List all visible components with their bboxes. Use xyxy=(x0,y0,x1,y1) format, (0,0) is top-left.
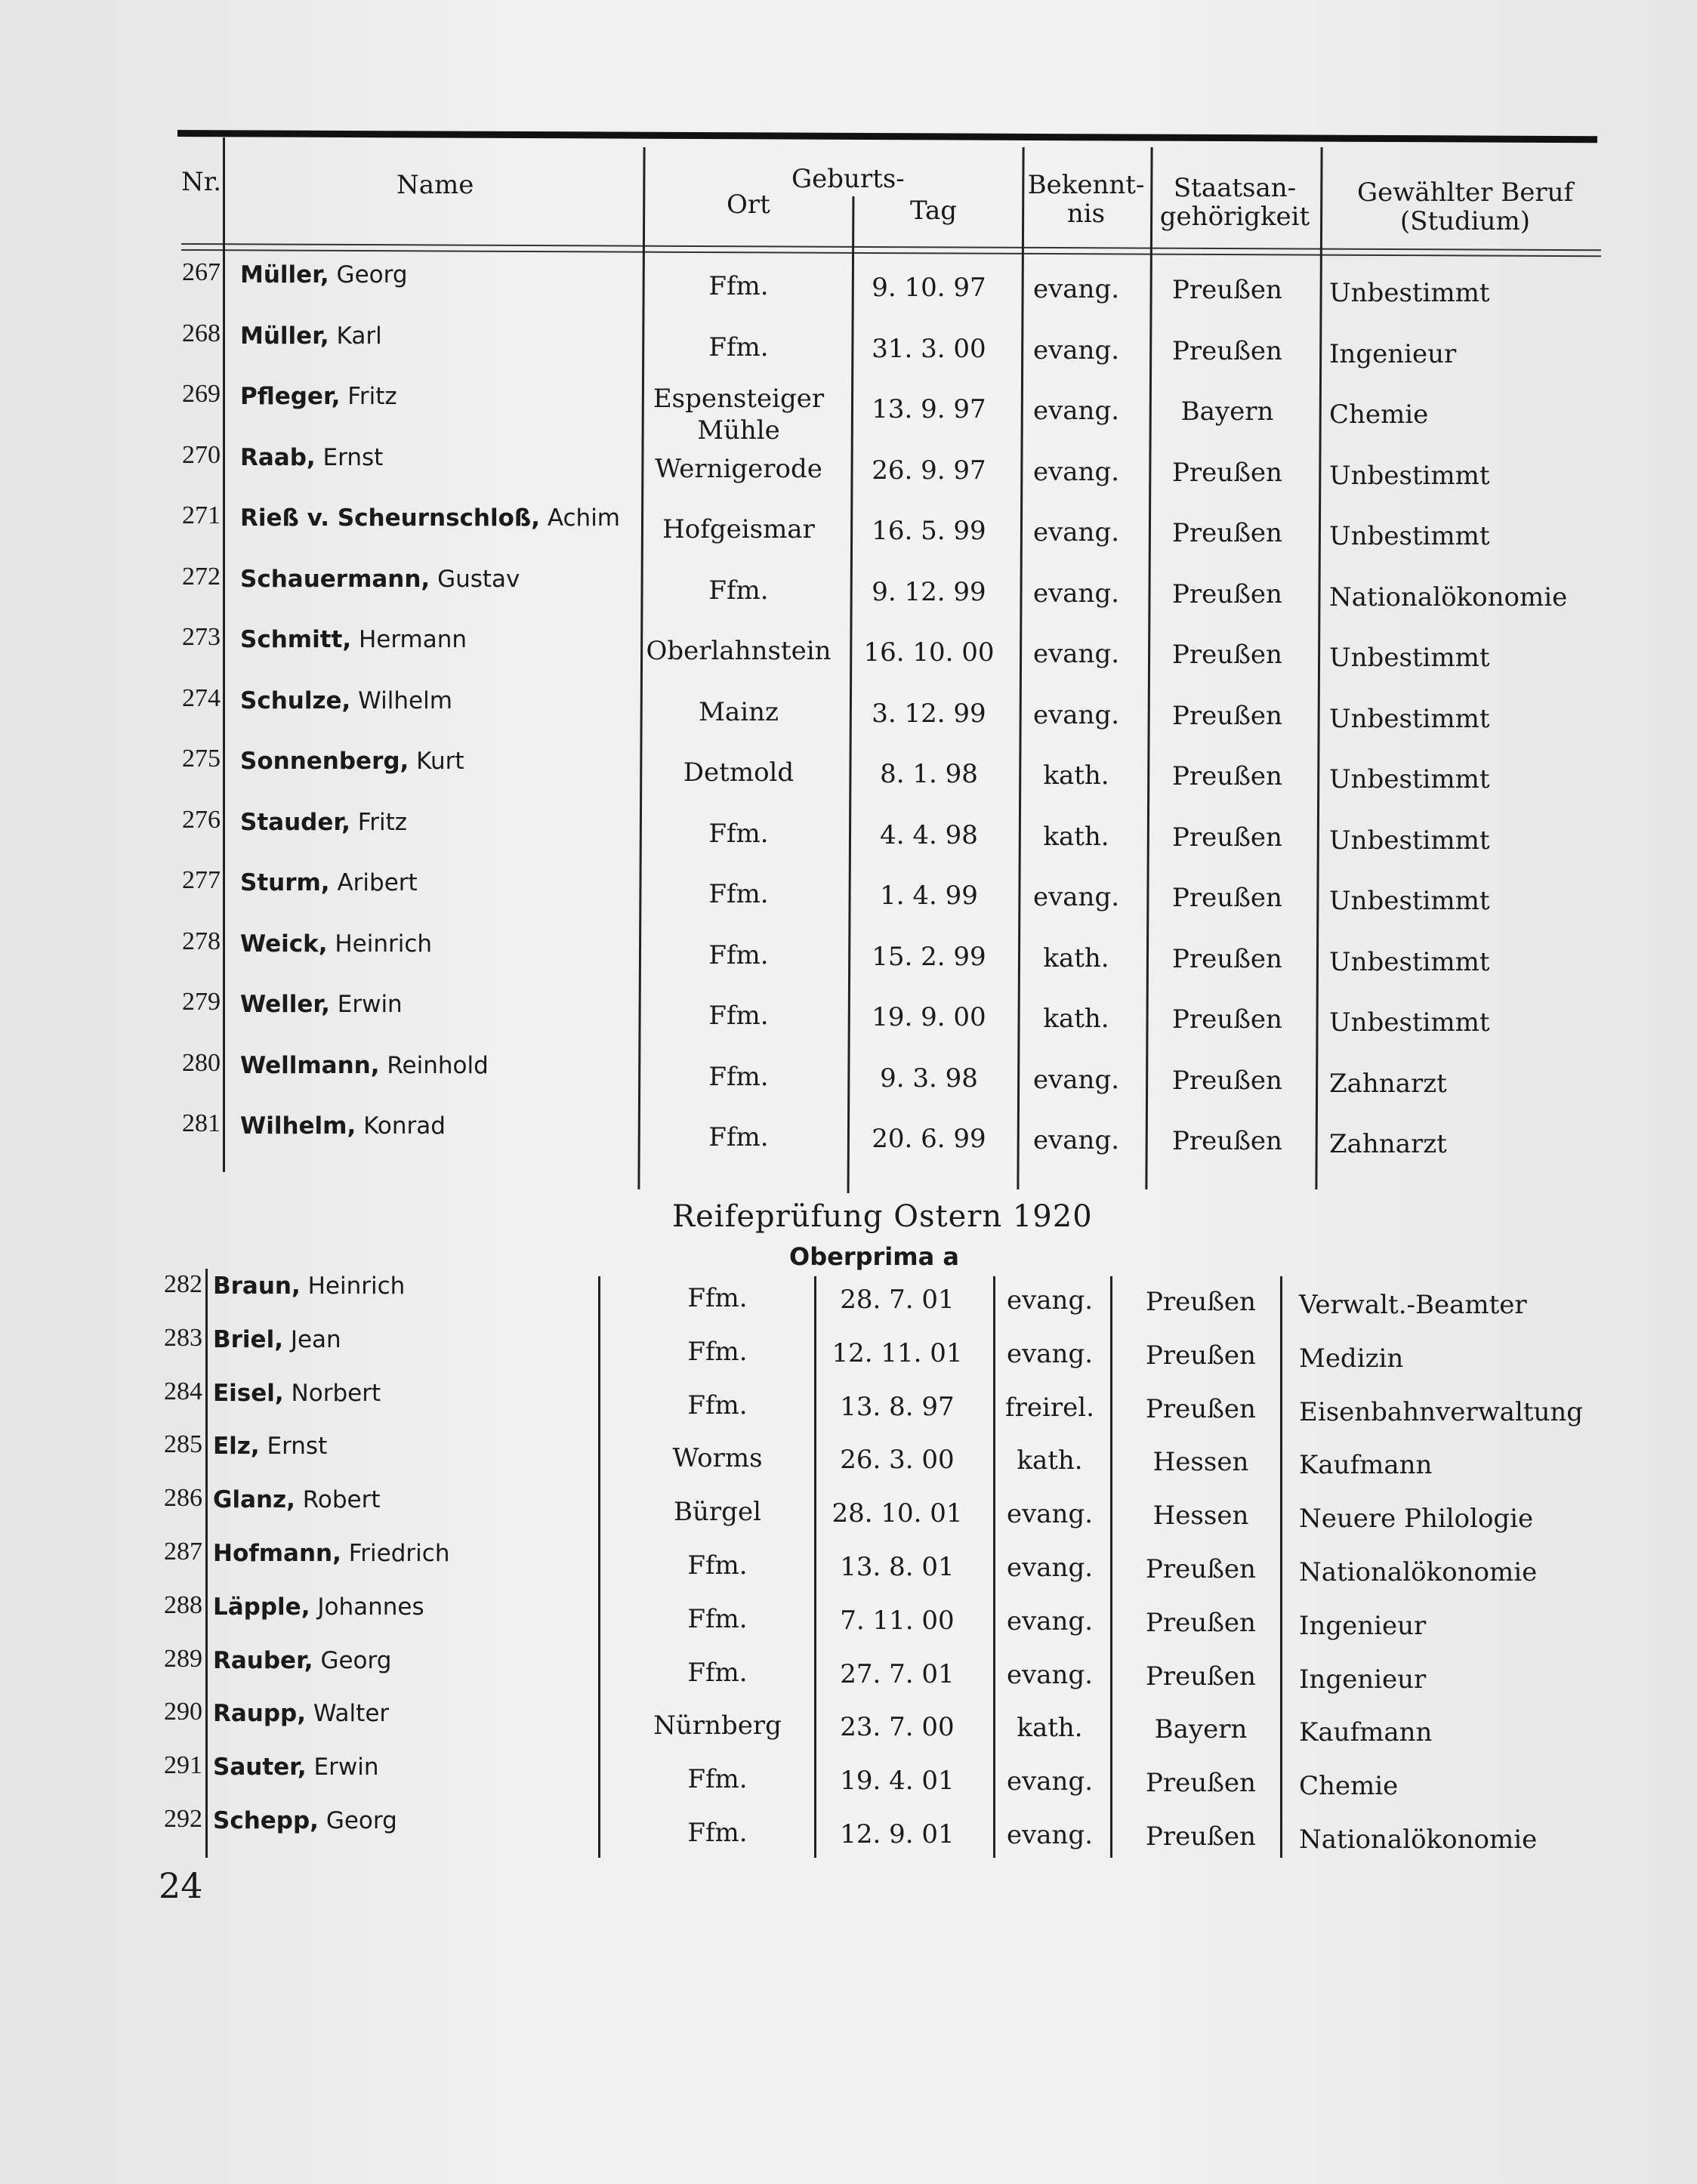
row-citizenship: Preußen xyxy=(1146,1822,1256,1852)
row-citizenship: Preußen xyxy=(1146,1393,1256,1424)
row-number: 269 xyxy=(182,380,221,408)
row-confession: evang. xyxy=(1006,1820,1094,1850)
row-birthplace-line2: Mühle xyxy=(697,415,780,446)
row-birthplace: Ffm. xyxy=(708,879,769,909)
row-number: 282 xyxy=(164,1270,202,1298)
row-profession: Unbestimmt xyxy=(1329,764,1490,794)
row-birthplace: Ffm. xyxy=(708,939,769,970)
row-name xyxy=(240,1110,446,1140)
row-name xyxy=(213,1324,341,1354)
row-profession: Nationalökonomie xyxy=(1329,581,1568,612)
row-number: 287 xyxy=(164,1538,202,1566)
row-citizenship: Preußen xyxy=(1172,640,1282,670)
row-birthdate: 13. 8. 97 xyxy=(840,1391,955,1422)
header-bottom-rule-2 xyxy=(181,249,1601,257)
row-birthplace: Worms xyxy=(672,1443,763,1474)
row-birthplace: Ffm. xyxy=(708,332,769,362)
row-surname: Weller, xyxy=(240,991,330,1018)
row-given-name: Fritz xyxy=(340,383,397,410)
row-confession: kath. xyxy=(1043,942,1109,973)
row-number: 272 xyxy=(182,562,221,591)
header-staat-line1: Staatsan- xyxy=(1173,173,1297,203)
row-birthplace: Ffm. xyxy=(687,1336,748,1367)
row-birthdate: 3. 12. 99 xyxy=(872,698,986,729)
row-profession: Unbestimmt xyxy=(1329,1007,1490,1038)
row-name xyxy=(240,745,464,776)
row-birthplace: Ffm. xyxy=(687,1818,748,1848)
row-citizenship: Preußen xyxy=(1146,1287,1256,1317)
row-citizenship: Hessen xyxy=(1152,1501,1249,1532)
row-confession: evang. xyxy=(1006,1553,1094,1583)
row-birthplace: Ffm. xyxy=(687,1603,748,1634)
row-surname: Schauermann, xyxy=(240,565,430,593)
row-birthplace: Ffm. xyxy=(687,1283,748,1313)
row-confession: evang. xyxy=(1006,1338,1094,1369)
col-divider xyxy=(1315,147,1322,1189)
row-birthdate: 31. 3. 00 xyxy=(872,333,986,364)
row-citizenship: Preußen xyxy=(1172,822,1282,853)
row-surname: Läpple, xyxy=(213,1593,310,1621)
row-profession: Ingenieur xyxy=(1329,338,1457,369)
row-birthdate: 27. 7. 01 xyxy=(840,1658,955,1689)
table-top-rule xyxy=(177,130,1597,143)
row-name xyxy=(213,1698,389,1728)
row-birthplace: Ffm. xyxy=(687,1657,748,1688)
row-number: 283 xyxy=(164,1323,202,1352)
row-surname: Schulze, xyxy=(240,686,351,714)
row-surname: Wellmann, xyxy=(240,1051,380,1079)
row-profession: Neuere Philologie xyxy=(1299,1504,1534,1535)
section-subtitle: Oberprima a xyxy=(789,1242,959,1271)
row-surname: Rieß v. Scheurnschloß, xyxy=(240,504,540,532)
table-row xyxy=(0,1047,1697,1099)
row-number: 270 xyxy=(182,440,221,469)
row-surname: Schmitt, xyxy=(240,626,352,653)
row-citizenship: Preußen xyxy=(1172,335,1282,366)
row-birthdate: 28. 10. 01 xyxy=(832,1498,963,1529)
row-surname: Glanz, xyxy=(213,1486,295,1514)
row-given-name: Achim xyxy=(539,504,621,532)
row-confession: evang. xyxy=(1006,1606,1094,1636)
row-birthdate: 16. 10. 00 xyxy=(863,637,995,668)
row-confession: evang. xyxy=(1006,1285,1094,1316)
row-number: 273 xyxy=(182,623,221,651)
row-profession: Ingenieur xyxy=(1299,1610,1427,1641)
row-confession: kath. xyxy=(1017,1713,1083,1744)
table-row xyxy=(0,1108,1697,1159)
row-name xyxy=(240,685,452,715)
table-row xyxy=(0,1536,1697,1587)
row-birthdate: 9. 10. 97 xyxy=(872,273,986,303)
row-number: 289 xyxy=(164,1644,202,1673)
row-number: 286 xyxy=(164,1484,202,1513)
row-name xyxy=(213,1484,381,1514)
row-surname: Müller, xyxy=(240,261,329,288)
row-citizenship: Preußen xyxy=(1172,1126,1282,1156)
table-row xyxy=(0,1696,1697,1748)
row-profession: Unbestimmt xyxy=(1329,946,1490,977)
row-number: 292 xyxy=(164,1805,202,1833)
row-name xyxy=(213,1751,378,1781)
row-given-name: Georg xyxy=(313,1646,392,1674)
row-surname: Müller, xyxy=(240,322,329,350)
row-number: 267 xyxy=(182,258,221,286)
row-birthplace: Oberlahnstein xyxy=(646,636,832,666)
row-number: 275 xyxy=(182,745,221,773)
row-birthplace: Ffm. xyxy=(708,1122,769,1152)
row-birthplace: Ffm. xyxy=(708,1061,769,1092)
row-number: 271 xyxy=(182,501,221,529)
header-name: Name xyxy=(396,170,474,200)
row-citizenship: Preußen xyxy=(1172,275,1282,305)
table-row xyxy=(0,986,1697,1038)
table-row xyxy=(0,500,1697,551)
row-confession: kath. xyxy=(1043,760,1109,791)
header-nr: Nr. xyxy=(181,167,222,197)
row-surname: Pfleger, xyxy=(240,383,341,410)
row-name xyxy=(240,807,407,837)
row-name xyxy=(240,320,382,350)
row-surname: Briel, xyxy=(213,1325,283,1353)
header-tag: Tag xyxy=(910,196,958,226)
row-name xyxy=(213,1430,327,1461)
row-birthdate: 12. 11. 01 xyxy=(832,1337,963,1368)
row-number: 291 xyxy=(164,1751,202,1780)
header-bekenntnis-line1: Bekennt- xyxy=(1027,170,1145,200)
row-profession: Nationalökonomie xyxy=(1299,1825,1538,1855)
row-birthdate: 20. 6. 99 xyxy=(872,1124,986,1154)
row-number: 288 xyxy=(164,1590,202,1619)
row-given-name: Ernst xyxy=(315,443,384,471)
row-profession: Unbestimmt xyxy=(1329,460,1490,491)
row-given-name: Robert xyxy=(295,1486,381,1514)
table-row xyxy=(0,1590,1697,1641)
row-citizenship: Preußen xyxy=(1146,1768,1256,1799)
row-surname: Elz, xyxy=(213,1433,260,1461)
row-number: 274 xyxy=(182,683,221,712)
row-profession: Unbestimmt xyxy=(1329,278,1490,308)
row-given-name: Walter xyxy=(306,1700,390,1728)
row-confession: evang. xyxy=(1032,578,1120,609)
row-surname: Schepp, xyxy=(213,1807,319,1834)
row-birthplace: Bürgel xyxy=(674,1497,761,1528)
table-row xyxy=(0,865,1697,916)
header-bekenntnis xyxy=(1026,171,1146,228)
row-surname: Sturm, xyxy=(240,869,330,896)
row-given-name: Hermann xyxy=(351,626,467,653)
header-ort: Ort xyxy=(727,190,770,220)
row-birthdate: 19. 4. 01 xyxy=(840,1766,955,1797)
row-surname: Sonnenberg, xyxy=(240,748,409,775)
row-birthplace: Ffm. xyxy=(708,271,769,301)
row-birthplace: Ffm. xyxy=(687,1550,748,1581)
row-name xyxy=(240,259,408,289)
row-birthplace: Ffm. xyxy=(708,575,769,606)
row-birthdate: 13. 9. 97 xyxy=(872,394,986,424)
row-number: 276 xyxy=(182,805,221,834)
row-confession: evang. xyxy=(1006,1766,1094,1797)
row-citizenship: Bayern xyxy=(1180,396,1274,427)
row-profession: Zahnarzt xyxy=(1329,1129,1447,1159)
table-row xyxy=(0,804,1697,856)
row-surname: Raupp, xyxy=(213,1700,307,1728)
row-citizenship: Preußen xyxy=(1172,518,1282,548)
row-name xyxy=(213,1591,424,1621)
table-row xyxy=(0,1643,1697,1695)
row-birthdate: 7. 11. 00 xyxy=(840,1605,955,1636)
row-confession: evang. xyxy=(1032,639,1120,669)
row-birthdate: 19. 9. 00 xyxy=(872,1002,986,1032)
row-surname: Rauber, xyxy=(213,1646,313,1674)
row-birthdate: 1. 4. 99 xyxy=(880,881,978,911)
row-profession: Nationalökonomie xyxy=(1299,1557,1538,1587)
table-row xyxy=(0,1376,1697,1427)
row-name xyxy=(213,1645,391,1675)
table-row xyxy=(0,1750,1697,1802)
row-confession: evang. xyxy=(1032,882,1120,912)
row-number: 268 xyxy=(182,319,221,347)
row-given-name: Heinrich xyxy=(327,930,433,958)
row-citizenship: Preußen xyxy=(1172,1065,1282,1096)
row-number: 290 xyxy=(164,1698,202,1726)
row-surname: Braun, xyxy=(213,1272,301,1300)
row-profession: Unbestimmt xyxy=(1329,825,1490,856)
table-row xyxy=(0,1322,1697,1374)
table-row xyxy=(0,683,1697,734)
row-birthplace: Ffm. xyxy=(687,1764,748,1795)
table-row xyxy=(0,622,1697,673)
table-row xyxy=(0,1429,1697,1481)
row-surname: Stauder, xyxy=(240,808,350,836)
row-birthdate: 9. 3. 98 xyxy=(880,1063,978,1094)
row-birthdate: 23. 7. 00 xyxy=(840,1712,955,1743)
row-profession: Kaufmann xyxy=(1299,1450,1433,1481)
row-surname: Wilhelm, xyxy=(240,1112,356,1140)
row-surname: Sauter, xyxy=(213,1754,307,1781)
row-given-name: Konrad xyxy=(356,1112,446,1140)
row-name xyxy=(240,563,520,594)
row-confession: evang. xyxy=(1006,1659,1094,1690)
row-given-name: Erwin xyxy=(306,1754,379,1781)
row-profession: Medizin xyxy=(1299,1343,1404,1374)
row-confession: evang. xyxy=(1032,335,1120,366)
row-birthdate: 16. 5. 99 xyxy=(872,516,986,546)
row-birthplace: Hofgeismar xyxy=(662,514,815,544)
row-name xyxy=(240,1050,489,1080)
table-row xyxy=(0,743,1697,794)
row-name xyxy=(213,1538,449,1568)
row-confession: freirel. xyxy=(1005,1392,1094,1423)
header-geburts: Geburts- xyxy=(791,164,905,194)
row-birthplace: Wernigerode xyxy=(655,453,822,484)
row-profession: Ingenieur xyxy=(1299,1664,1427,1695)
header-staat-line2: gehörigkeit xyxy=(1159,202,1310,232)
row-name xyxy=(240,442,383,472)
header-staat xyxy=(1156,174,1314,231)
row-confession: evang. xyxy=(1032,456,1120,487)
row-citizenship: Bayern xyxy=(1154,1714,1248,1745)
row-citizenship: Preußen xyxy=(1146,1607,1256,1638)
row-given-name: Ernst xyxy=(259,1433,328,1461)
row-confession: kath. xyxy=(1043,1004,1109,1034)
table-row xyxy=(0,440,1697,491)
row-birthplace: Espensteiger xyxy=(653,384,825,414)
row-citizenship: Preußen xyxy=(1172,700,1282,731)
row-given-name: Heinrich xyxy=(300,1272,406,1300)
row-name xyxy=(240,989,403,1019)
row-profession: Verwalt.-Beamter xyxy=(1299,1290,1527,1320)
header-beruf-line1: Gewählter Beruf xyxy=(1356,177,1574,208)
row-surname: Weick, xyxy=(240,930,328,958)
row-birthplace: Mainz xyxy=(699,696,779,727)
row-confession: evang. xyxy=(1032,1064,1120,1095)
row-profession: Chemie xyxy=(1299,1771,1399,1802)
table-row xyxy=(0,561,1697,612)
row-given-name: Gustav xyxy=(430,565,520,593)
row-name xyxy=(240,502,620,532)
row-citizenship: Preußen xyxy=(1172,761,1282,791)
table-row xyxy=(0,926,1697,977)
row-birthplace: Nürnberg xyxy=(653,1710,782,1741)
section-title: Reifeprüfung Ostern 1920 xyxy=(672,1199,1093,1234)
row-birthdate: 4. 4. 98 xyxy=(880,819,978,850)
row-birthdate: 15. 2. 99 xyxy=(872,941,986,972)
row-number: 278 xyxy=(182,927,221,955)
row-confession: evang. xyxy=(1032,517,1120,548)
row-given-name: Georg xyxy=(318,1807,397,1834)
row-given-name: Friedrich xyxy=(341,1540,450,1567)
row-given-name: Norbert xyxy=(283,1379,381,1407)
row-number: 280 xyxy=(182,1048,221,1077)
row-given-name: Johannes xyxy=(310,1593,424,1621)
row-surname: Eisel, xyxy=(213,1379,284,1407)
row-birthdate: 13. 8. 01 xyxy=(840,1552,955,1582)
row-given-name: Georg xyxy=(329,261,408,288)
row-birthplace: Ffm. xyxy=(708,1001,769,1031)
row-confession: evang. xyxy=(1032,699,1120,730)
row-profession: Eisenbahnverwaltung xyxy=(1299,1396,1584,1427)
row-citizenship: Preußen xyxy=(1172,883,1282,913)
row-name xyxy=(213,1270,405,1300)
row-given-name: Erwin xyxy=(329,991,403,1018)
row-profession: Kaufmann xyxy=(1299,1717,1433,1748)
row-name xyxy=(240,624,467,654)
row-birthdate: 26. 9. 97 xyxy=(872,455,986,486)
row-citizenship: Preußen xyxy=(1172,943,1282,974)
row-birthdate: 8. 1. 98 xyxy=(880,759,978,789)
row-confession: kath. xyxy=(1017,1445,1083,1476)
row-number: 281 xyxy=(182,1109,221,1137)
page-number: 24 xyxy=(159,1865,203,1906)
row-citizenship: Hessen xyxy=(1152,1447,1249,1478)
row-given-name: Karl xyxy=(329,322,382,350)
row-number: 279 xyxy=(182,988,221,1016)
table-row xyxy=(0,1803,1697,1855)
row-birthplace: Ffm. xyxy=(708,818,769,849)
col-divider xyxy=(637,147,645,1189)
row-birthplace: Detmold xyxy=(683,757,795,788)
row-given-name: Wilhelm xyxy=(350,686,452,714)
row-number: 285 xyxy=(164,1430,202,1459)
row-profession: Chemie xyxy=(1329,399,1429,430)
row-number: 284 xyxy=(164,1377,202,1405)
table-row xyxy=(0,318,1697,369)
table-row xyxy=(0,257,1697,308)
row-confession: evang. xyxy=(1032,274,1120,304)
header-bekenntnis-line2: nis xyxy=(1066,199,1106,229)
header-beruf xyxy=(1329,178,1601,236)
row-birthdate: 12. 9. 01 xyxy=(840,1819,955,1849)
row-profession: Unbestimmt xyxy=(1329,521,1490,551)
row-citizenship: Preußen xyxy=(1146,1661,1256,1692)
row-profession: Unbestimmt xyxy=(1329,703,1490,734)
row-citizenship: Preußen xyxy=(1172,1004,1282,1035)
row-given-name: Jean xyxy=(282,1325,341,1353)
row-profession: Unbestimmt xyxy=(1329,886,1490,916)
row-confession: evang. xyxy=(1006,1499,1094,1530)
row-given-name: Reinhold xyxy=(379,1051,489,1079)
row-citizenship: Preußen xyxy=(1172,578,1282,609)
row-profession: Zahnarzt xyxy=(1329,1068,1447,1099)
row-name xyxy=(240,381,397,411)
row-given-name: Aribert xyxy=(329,869,418,896)
row-profession: Unbestimmt xyxy=(1329,643,1490,673)
row-number: 277 xyxy=(182,866,221,894)
table-row xyxy=(0,378,1697,446)
row-surname: Hofmann, xyxy=(213,1540,341,1567)
row-citizenship: Preußen xyxy=(1172,457,1282,488)
row-given-name: Fritz xyxy=(350,808,408,836)
row-name xyxy=(213,1377,381,1408)
row-confession: evang. xyxy=(1032,1125,1120,1155)
row-birthdate: 9. 12. 99 xyxy=(872,576,986,607)
row-surname: Raab, xyxy=(240,443,316,471)
row-citizenship: Preußen xyxy=(1146,1554,1256,1584)
row-given-name: Kurt xyxy=(409,748,464,775)
row-birthdate: 28. 7. 01 xyxy=(840,1285,955,1315)
row-birthplace: Ffm. xyxy=(687,1390,748,1421)
header-beruf-line2: (Studium) xyxy=(1399,206,1531,236)
row-birthdate: 26. 3. 00 xyxy=(840,1445,955,1476)
row-confession: evang. xyxy=(1032,396,1120,426)
row-confession: kath. xyxy=(1043,821,1109,852)
row-name xyxy=(240,928,432,958)
table-row xyxy=(0,1482,1697,1535)
table-row xyxy=(0,1269,1697,1320)
row-citizenship: Preußen xyxy=(1146,1340,1256,1371)
row-name xyxy=(240,867,418,897)
row-name xyxy=(213,1805,397,1835)
